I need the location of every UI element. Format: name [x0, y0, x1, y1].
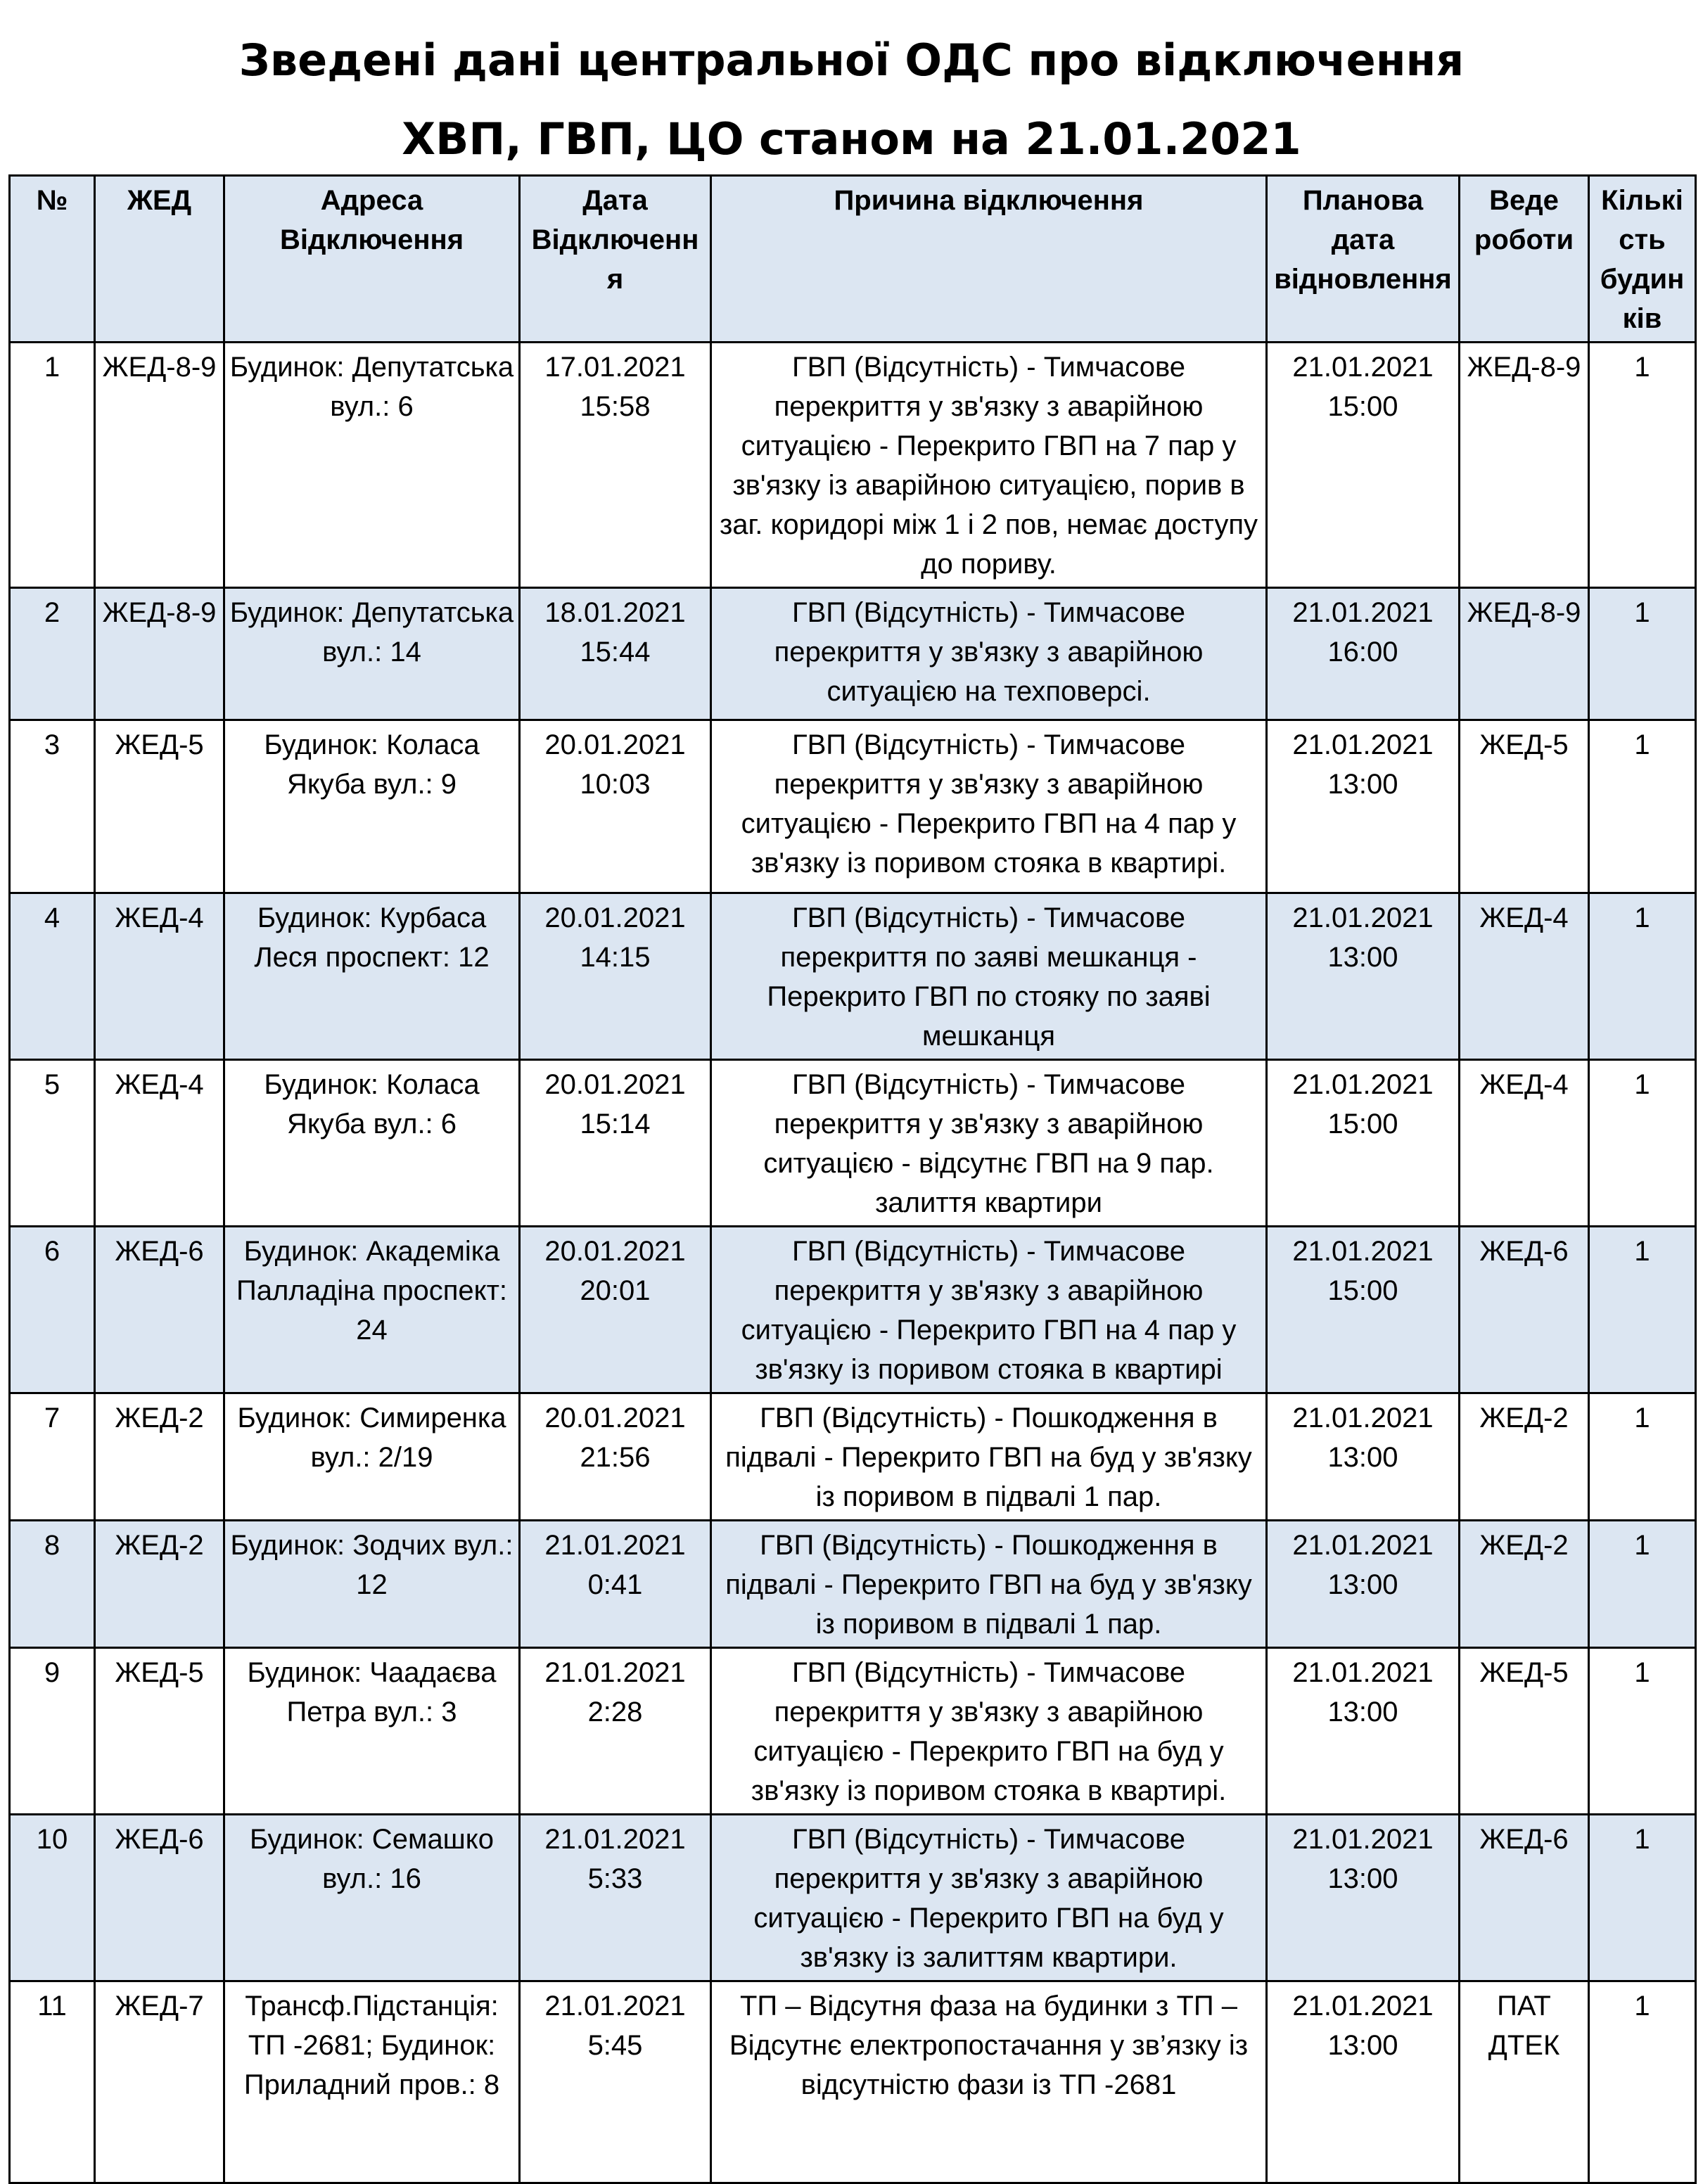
cell-planned-planned-date: 21.01.2021: [1292, 1657, 1434, 1688]
cell-planned-planned-date: 21.01.2021: [1292, 597, 1434, 628]
cell-date-time: 5:45: [587, 2030, 643, 2061]
cell-address: Будинок: Зодчих вул.: 12: [224, 1521, 520, 1648]
cell-date: [520, 1060, 711, 1227]
cell-count: 1: [1589, 1648, 1696, 1815]
cell-num: 2: [10, 588, 95, 720]
cell-planned: [1267, 588, 1460, 720]
cell-planned: [1267, 1521, 1460, 1648]
cell-planned: [1267, 1227, 1460, 1393]
cell-zhed: ЖЕД-2: [95, 1521, 224, 1648]
header-date: Дата Відключення: [520, 176, 711, 343]
table-row: [10, 893, 1696, 1060]
cell-zhed: ЖЕД-2: [95, 1393, 224, 1521]
cell-performer: ЖЕД-2: [1460, 1521, 1589, 1648]
cell-planned-planned-time: 13:00: [1327, 1863, 1398, 1894]
table-body: [10, 343, 1696, 2183]
cell-reason: ГВП (Відсутність) - Тимчасове перекриття по заяві мешканця - Перекрито ГВП по стояку по заяві мешканця: [711, 893, 1267, 1060]
table-row: [10, 720, 1696, 893]
table-row: [10, 1981, 1696, 2183]
table-header-row: [10, 176, 1696, 343]
cell-date-date: 20.01.2021: [544, 1403, 686, 1433]
cell-count: 1: [1589, 1521, 1696, 1648]
cell-planned-planned-date: 21.01.2021: [1292, 1069, 1434, 1100]
cell-planned: [1267, 720, 1460, 893]
cell-planned-planned-date: 21.01.2021: [1292, 1991, 1434, 2022]
cell-num: 10: [10, 1815, 95, 1981]
cell-date-time: 10:03: [580, 769, 651, 800]
cell-performer: ЖЕД-5: [1460, 1648, 1589, 1815]
cell-reason: ГВП (Відсутність) - Тимчасове перекриття у зв'язку з аварійною ситуацією - Перекрито ГВП на 7 пар у зв'язку із аварійною ситуацією, порив в заг. коридорі між 1 і 2 пов, немає доступу до пориву.: [711, 343, 1267, 588]
cell-date-time: 5:33: [587, 1863, 643, 1894]
table-row: [10, 588, 1696, 720]
cell-reason: ГВП (Відсутність) - Тимчасове перекриття у зв'язку з аварійною ситуацією - Перекрито ГВП на 4 пар у зв'язку із поривом стояка в квартирі: [711, 1227, 1267, 1393]
cell-num: 7: [10, 1393, 95, 1521]
cell-date: [520, 1521, 711, 1648]
header-count: Кількість будинків: [1589, 176, 1696, 343]
cell-reason: ГВП (Відсутність) - Тимчасове перекриття у зв'язку з аварійною ситуацією - Перекрито ГВП на 4 пар у зв'язку із поривом стояка в квартирі.: [711, 720, 1267, 893]
cell-planned-planned-time: 13:00: [1327, 942, 1398, 973]
table-row: [10, 1815, 1696, 1981]
cell-num: 1: [10, 343, 95, 588]
cell-planned-planned-time: 15:00: [1327, 1275, 1398, 1306]
cell-performer: ЖЕД-4: [1460, 1060, 1589, 1227]
title-line-1: Зведені дані центральної ОДС про відключення: [238, 34, 1465, 86]
cell-date: [520, 1815, 711, 1981]
cell-count: 1: [1589, 1393, 1696, 1521]
cell-address: Трансф.Підстанція: ТП -2681; Будинок: Приладний пров.: 8: [224, 1981, 520, 2183]
table-row: [10, 1521, 1696, 1648]
cell-performer: ЖЕД-6: [1460, 1227, 1589, 1393]
table-row: [10, 1060, 1696, 1227]
cell-planned-planned-date: 21.01.2021: [1292, 729, 1434, 760]
header-performer: Веде роботи: [1460, 176, 1589, 343]
cell-performer: ЖЕД-8-9: [1460, 343, 1589, 588]
cell-reason: ГВП (Відсутність) - Тимчасове перекриття у зв'язку з аварійною ситуацією на техповерсі.: [711, 588, 1267, 720]
cell-zhed: ЖЕД-4: [95, 1060, 224, 1227]
cell-planned-planned-date: 21.01.2021: [1292, 352, 1434, 383]
cell-performer: ЖЕД-6: [1460, 1815, 1589, 1981]
cell-reason: ГВП (Відсутність) - Тимчасове перекриття у зв'язку з аварійною ситуацією - Перекрито ГВП на буд у зв'язку із залиттям квартири.: [711, 1815, 1267, 1981]
cell-performer: ЖЕД-4: [1460, 893, 1589, 1060]
cell-address: Будинок: Депутатська вул.: 14: [224, 588, 520, 720]
cell-date: [520, 1648, 711, 1815]
cell-planned-planned-date: 21.01.2021: [1292, 1530, 1434, 1561]
cell-planned-planned-date: 21.01.2021: [1292, 1236, 1434, 1267]
cell-date-time: 15:14: [580, 1109, 651, 1139]
cell-date-time: 2:28: [587, 1697, 643, 1728]
cell-num: 5: [10, 1060, 95, 1227]
cell-date-date: 20.01.2021: [544, 1236, 686, 1267]
cell-performer: ЖЕД-8-9: [1460, 588, 1589, 720]
cell-address: Будинок: Семашко вул.: 16: [224, 1815, 520, 1981]
cell-date: [520, 588, 711, 720]
cell-address: Будинок: Курбаса Леся проспект: 12: [224, 893, 520, 1060]
cell-date-time: 15:58: [580, 391, 651, 422]
cell-date-date: 20.01.2021: [544, 729, 686, 760]
cell-planned-planned-time: 13:00: [1327, 1697, 1398, 1728]
cell-address: Будинок: Коласа Якуба вул.: 9: [224, 720, 520, 893]
cell-num: 6: [10, 1227, 95, 1393]
cell-planned-planned-date: 21.01.2021: [1292, 1824, 1434, 1855]
header-planned: Планова дата відновлення: [1267, 176, 1460, 343]
header-zhed: ЖЕД: [95, 176, 224, 343]
cell-date-time: 14:15: [580, 942, 651, 973]
outage-table: [8, 174, 1697, 2184]
cell-planned-planned-time: 16:00: [1327, 637, 1398, 668]
cell-num: 3: [10, 720, 95, 893]
cell-planned-planned-time: 13:00: [1327, 1442, 1398, 1473]
cell-planned: [1267, 1060, 1460, 1227]
cell-date-date: 17.01.2021: [544, 352, 686, 383]
cell-date-time: 21:56: [580, 1442, 651, 1473]
cell-date-date: 18.01.2021: [544, 597, 686, 628]
cell-planned: [1267, 1981, 1460, 2183]
title-line-2: ХВП, ГВП, ЦО станом на 21.01.2021: [402, 113, 1301, 165]
cell-reason: ГВП (Відсутність) - Пошкодження в підвалі - Перекрито ГВП на буд у зв'язку із поривом в підвалі 1 пар.: [711, 1393, 1267, 1521]
cell-num: 4: [10, 893, 95, 1060]
cell-planned: [1267, 1393, 1460, 1521]
cell-zhed: ЖЕД-4: [95, 893, 224, 1060]
table-row: [10, 1227, 1696, 1393]
cell-date-date: 21.01.2021: [544, 1657, 686, 1688]
cell-zhed: ЖЕД-5: [95, 720, 224, 893]
cell-num: 11: [10, 1981, 95, 2183]
cell-planned-planned-time: 13:00: [1327, 769, 1398, 800]
table-row: [10, 1648, 1696, 1815]
cell-date-date: 20.01.2021: [544, 902, 686, 933]
header-num: №: [10, 176, 95, 343]
cell-date: [520, 893, 711, 1060]
cell-reason: ГВП (Відсутність) - Пошкодження в підвалі - Перекрито ГВП на буд у зв'язку із поривом в підвалі 1 пар.: [711, 1521, 1267, 1648]
cell-date-time: 20:01: [580, 1275, 651, 1306]
cell-num: 9: [10, 1648, 95, 1815]
cell-count: 1: [1589, 588, 1696, 720]
cell-planned: [1267, 1648, 1460, 1815]
page-title: [0, 21, 1703, 179]
cell-date-date: 21.01.2021: [544, 1991, 686, 2022]
cell-address: Будинок: Академіка Палладіна проспект: 24: [224, 1227, 520, 1393]
cell-performer: ЖЕД-5: [1460, 720, 1589, 893]
table-row: [10, 1393, 1696, 1521]
cell-date-date: 21.01.2021: [544, 1530, 686, 1561]
cell-planned-planned-time: 15:00: [1327, 1109, 1398, 1139]
cell-zhed: ЖЕД-7: [95, 1981, 224, 2183]
cell-planned-planned-date: 21.01.2021: [1292, 1403, 1434, 1433]
cell-planned-planned-time: 13:00: [1327, 2030, 1398, 2061]
cell-date: [520, 1393, 711, 1521]
cell-date-time: 0:41: [587, 1569, 643, 1600]
cell-zhed: ЖЕД-8-9: [95, 588, 224, 720]
cell-date-date: 21.01.2021: [544, 1824, 686, 1855]
cell-count: 1: [1589, 720, 1696, 893]
cell-reason: ТП – Відсутня фаза на будинки з ТП – Відсутнє електропостачання у зв’язку із відсутністю фази із ТП -2681: [711, 1981, 1267, 2183]
cell-date: [520, 343, 711, 588]
cell-zhed: ЖЕД-5: [95, 1648, 224, 1815]
cell-planned-planned-time: 15:00: [1327, 391, 1398, 422]
header-reason: Причина відключення: [711, 176, 1267, 343]
table-row: [10, 343, 1696, 588]
cell-planned: [1267, 893, 1460, 1060]
cell-zhed: ЖЕД-6: [95, 1815, 224, 1981]
cell-address: Будинок: Симиренка вул.: 2/19: [224, 1393, 520, 1521]
cell-planned: [1267, 343, 1460, 588]
cell-reason: ГВП (Відсутність) - Тимчасове перекриття у зв'язку з аварійною ситуацією - Перекрито ГВП на буд у зв'язку із поривом стояка в квартирі.: [711, 1648, 1267, 1815]
cell-zhed: ЖЕД-6: [95, 1227, 224, 1393]
cell-date-date: 20.01.2021: [544, 1069, 686, 1100]
cell-planned-planned-time: 13:00: [1327, 1569, 1398, 1600]
cell-count: 1: [1589, 1815, 1696, 1981]
cell-count: 1: [1589, 1060, 1696, 1227]
cell-reason: ГВП (Відсутність) - Тимчасове перекриття у зв'язку з аварійною ситуацією - відсутнє ГВП на 9 пар. залиття квартири: [711, 1060, 1267, 1227]
cell-count: 1: [1589, 1227, 1696, 1393]
cell-count: 1: [1589, 893, 1696, 1060]
cell-zhed: ЖЕД-8-9: [95, 343, 224, 588]
cell-performer: ЖЕД-2: [1460, 1393, 1589, 1521]
cell-planned: [1267, 1815, 1460, 1981]
cell-address: Будинок: Чаадаєва Петра вул.: 3: [224, 1648, 520, 1815]
cell-performer: ПАТ ДТЕК: [1460, 1981, 1589, 2183]
cell-address: Будинок: Коласа Якуба вул.: 6: [224, 1060, 520, 1227]
header-address: Адреса Відключення: [224, 176, 520, 343]
cell-count: 1: [1589, 1981, 1696, 2183]
cell-date: [520, 1227, 711, 1393]
cell-planned-planned-date: 21.01.2021: [1292, 902, 1434, 933]
cell-address: Будинок: Депутатська вул.: 6: [224, 343, 520, 588]
cell-count: 1: [1589, 343, 1696, 588]
cell-num: 8: [10, 1521, 95, 1648]
cell-date: [520, 1981, 711, 2183]
cell-date: [520, 720, 711, 893]
cell-date-time: 15:44: [580, 637, 651, 668]
